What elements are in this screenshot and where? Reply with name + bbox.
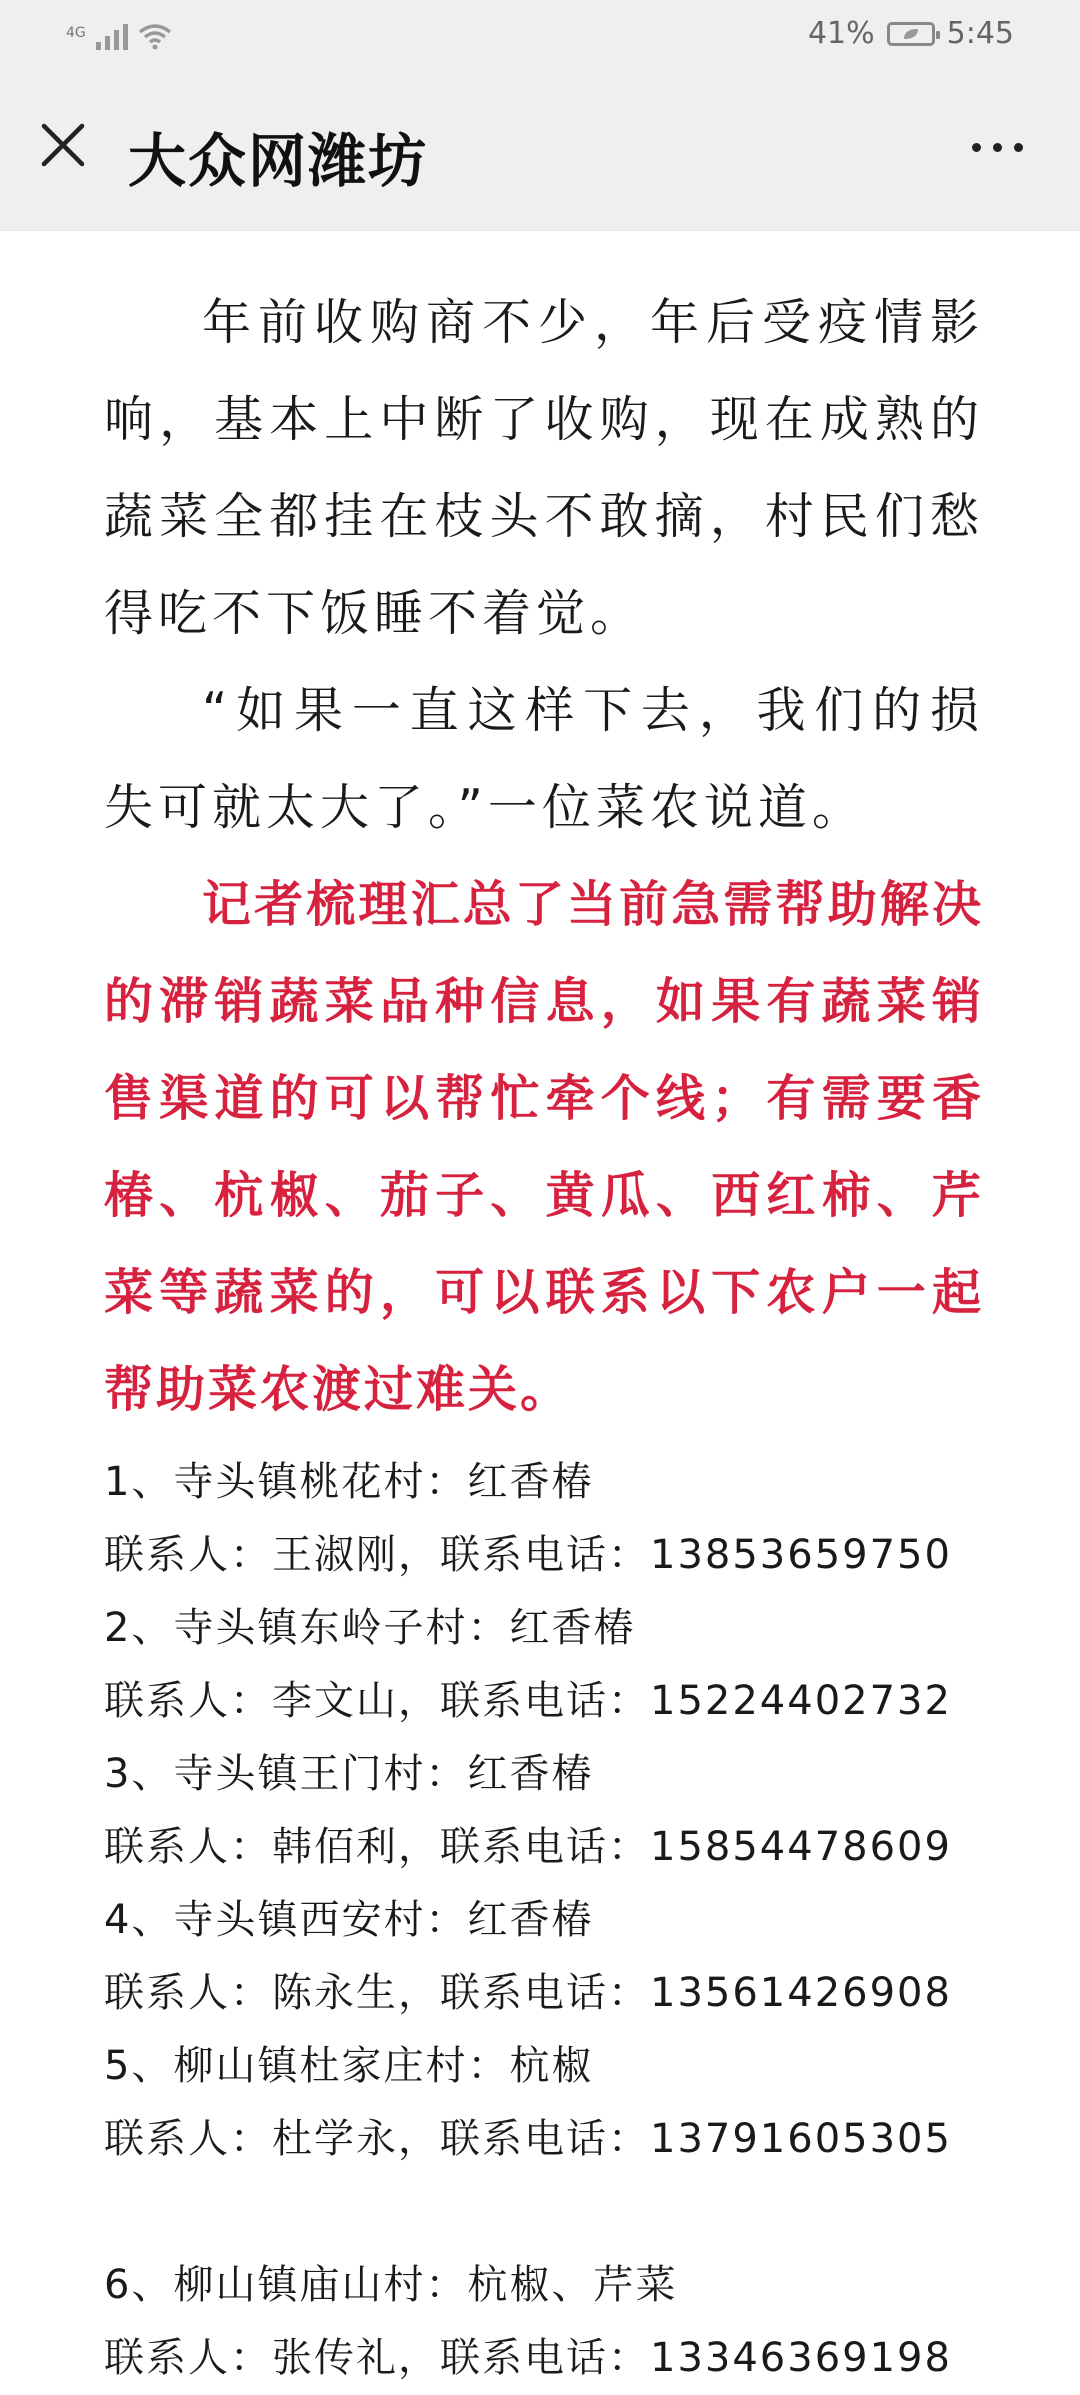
status-left <box>66 20 172 50</box>
battery-percent: 41% <box>807 16 875 51</box>
list-item-village: 5、柳山镇杜家庄村：杭椒 <box>104 2043 594 2089</box>
list-item-village: 3、寺头镇王门村：红香椿 <box>104 1751 594 1797</box>
article-body <box>104 274 984 2395</box>
list-item-contact: 联系人：杜学永，联系电话：13791605305 <box>104 2116 952 2162</box>
list-item-village: 1、寺头镇桃花村：红香椿 <box>104 1459 594 1505</box>
network-type: 4G <box>66 25 86 41</box>
title-bar <box>0 72 1080 231</box>
highlight-paragraph: 记者梳理汇总了当前急需帮助解决的滞销蔬菜品种信息，如果有蔬菜销售渠道的可以帮忙牵个线；有需要香椿、杭椒、茄子、黄瓜、西红柿、芹菜等蔬菜的，可以联系以下农户一起帮助菜农渡过难关。 <box>104 876 984 1418</box>
article-paragraph: “如果一直这样下去，我们的损失可就太大了。”一位菜农说道。 <box>104 682 984 836</box>
list-item-village: 6、柳山镇庙山村：杭椒、芹菜 <box>104 2262 678 2308</box>
list-spacer <box>104 2176 984 2249</box>
close-icon[interactable] <box>36 118 90 172</box>
article-paragraph: 年前收购商不少，年后受疫情影响，基本上中断了收购，现在成熟的蔬菜全都挂在枝头不敢摘，村民们愁得吃不下饭睡不着觉。 <box>104 294 984 642</box>
list-item-contact: 联系人：李文山，联系电话：15224402732 <box>104 1678 952 1724</box>
list-item-contact: 联系人：王淑刚，联系电话：13853659750 <box>104 1532 952 1578</box>
clock: 5:45 <box>946 16 1014 51</box>
wifi-icon <box>138 22 172 50</box>
page-title: 大众网潍坊 <box>128 127 429 195</box>
status-right <box>808 16 1014 51</box>
list-item-contact: 联系人：陈永生，联系电话：13561426908 <box>104 1970 952 2016</box>
list-item-contact: 联系人：张传礼，联系电话：13346369198 <box>104 2335 952 2381</box>
contact-list <box>104 1446 984 2395</box>
list-item-contact: 联系人：韩佰利，联系电话：15854478609 <box>104 1824 952 1870</box>
battery-icon <box>887 22 935 46</box>
signal-icon <box>96 20 128 50</box>
list-item-village: 4、寺头镇西安村：红香椿 <box>104 1897 594 1943</box>
more-icon[interactable] <box>972 132 1032 162</box>
status-bar <box>0 0 1080 72</box>
list-item-village: 2、寺头镇东岭子村：红香椿 <box>104 1605 636 1651</box>
